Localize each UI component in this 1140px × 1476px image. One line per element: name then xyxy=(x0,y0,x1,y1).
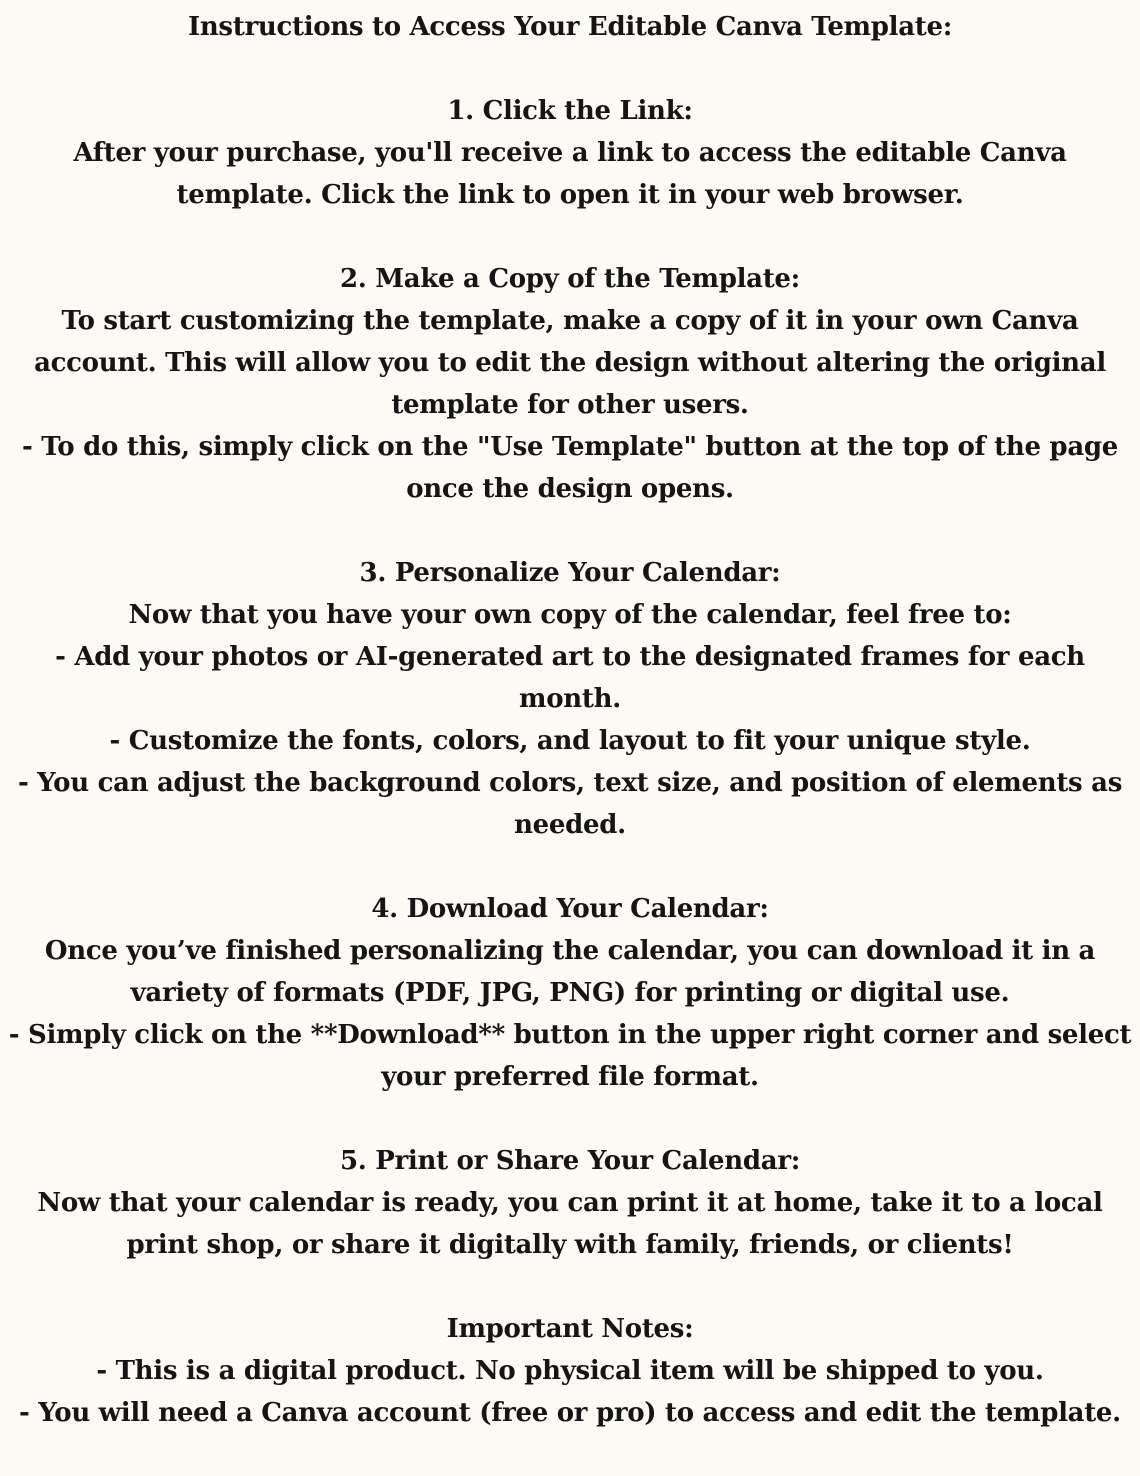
spacer xyxy=(4,216,1136,258)
spacer xyxy=(4,846,1136,888)
spacer xyxy=(4,48,1136,90)
section-important-notes xyxy=(4,1308,1136,1434)
section-line: Once you’ve finished personalizing the calendar, you can download it in a xyxy=(44,936,1096,966)
section-line: - Simply click on the **Download** button in the upper right corner and select xyxy=(8,1020,1132,1050)
section-line: variety of formats (PDF, JPG, PNG) for printing or digital use. xyxy=(130,978,1010,1008)
section-line: Now that your calendar is ready, you can print it at home, take it to a local xyxy=(37,1188,1103,1218)
section-line: - Add your photos or AI-generated art to the designated frames for each xyxy=(55,642,1085,672)
section-line: - Customize the fonts, colors, and layout to fit your unique style. xyxy=(109,726,1031,756)
section-heading: Important Notes: xyxy=(446,1314,694,1344)
section-heading: 1. Click the Link: xyxy=(447,96,693,126)
section-line: template for other users. xyxy=(391,390,749,420)
section-personalize xyxy=(4,552,1136,846)
section-line: - To do this, simply click on the "Use Template" button at the top of the page xyxy=(22,432,1118,462)
section-make-copy xyxy=(4,258,1136,510)
section-line: needed. xyxy=(514,810,626,840)
section-line: account. This will allow you to edit the design without altering the original xyxy=(34,348,1106,378)
spacer xyxy=(4,510,1136,552)
section-line: To start customizing the template, make a copy of it in your own Canva xyxy=(61,306,1079,336)
section-line: print shop, or share it digitally with family, friends, or clients! xyxy=(126,1230,1014,1260)
document-title: Instructions to Access Your Editable Canva Template: xyxy=(187,12,953,42)
section-heading: 5. Print or Share Your Calendar: xyxy=(339,1146,801,1176)
section-heading: 3. Personalize Your Calendar: xyxy=(359,558,781,588)
section-print-share xyxy=(4,1140,1136,1266)
section-line: - You will need a Canva account (free or pro) to access and edit the template. xyxy=(19,1398,1121,1428)
spacer xyxy=(4,1098,1136,1140)
section-line: Now that you have your own copy of the calendar, feel free to: xyxy=(128,600,1012,630)
section-line: month. xyxy=(519,684,621,714)
section-line: - You can adjust the background colors, text size, and position of elements as xyxy=(17,768,1123,798)
section-heading: 2. Make a Copy of the Template: xyxy=(340,264,800,294)
section-click-link xyxy=(4,90,1136,216)
section-line: your preferred file format. xyxy=(381,1062,759,1092)
section-line: template. Click the link to open it in your web browser. xyxy=(176,180,964,210)
section-line: - This is a digital product. No physical item will be shipped to you. xyxy=(96,1356,1044,1386)
section-heading: 4. Download Your Calendar: xyxy=(371,894,769,924)
section-line: once the design opens. xyxy=(406,474,734,504)
section-line: After your purchase, you'll receive a link to access the editable Canva xyxy=(73,138,1067,168)
spacer xyxy=(4,1266,1136,1308)
section-download xyxy=(4,888,1136,1098)
